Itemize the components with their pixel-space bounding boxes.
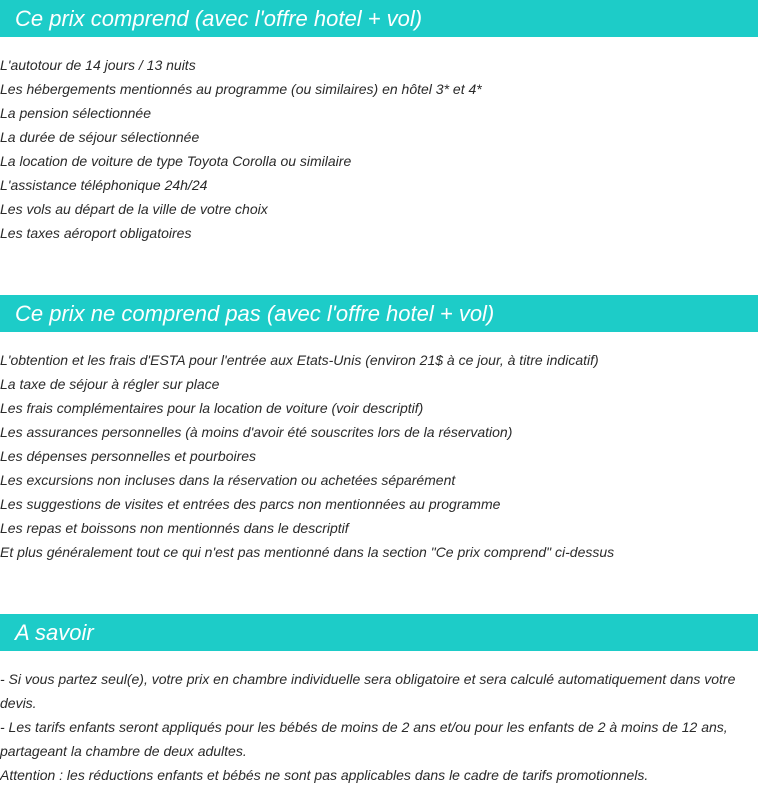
section-title-good-to-know: A savoir bbox=[0, 614, 758, 651]
list-item: Les frais complémentaires pour la location de voiture (voir descriptif) bbox=[0, 400, 424, 416]
list-item: Les assurances personnelles (à moins d'avoir été souscrites lors de la réservation) bbox=[0, 424, 513, 440]
list-item: La pension sélectionnée bbox=[0, 105, 152, 121]
included-list bbox=[0, 53, 758, 245]
list-item: La taxe de séjour à régler sur place bbox=[0, 376, 220, 392]
list-item: Et plus généralement tout ce qui n'est pas mentionné dans la section "Ce prix comprend" ci-dessus bbox=[0, 544, 615, 560]
list-item: Les excursions non incluses dans la réservation ou achetées séparément bbox=[0, 472, 456, 488]
list-item: La location de voiture de type Toyota Corolla ou similaire bbox=[0, 153, 352, 169]
list-item: La durée de séjour sélectionnée bbox=[0, 129, 200, 145]
section-title-included: Ce prix comprend (avec l'offre hotel + vol) bbox=[0, 0, 758, 37]
list-item: Les hébergements mentionnés au programme (ou similaires) en hôtel 3* et 4* bbox=[0, 81, 482, 97]
list-item: L'autotour de 14 jours / 13 nuits bbox=[0, 57, 196, 73]
good-to-know-body bbox=[0, 667, 750, 787]
list-item: Les repas et boissons non mentionnés dans le descriptif bbox=[0, 520, 349, 536]
info-paragraph-attention: Attention : les réductions enfants et bébés ne sont pas applicables dans le cadre de tarifs promotionnels. bbox=[0, 767, 649, 783]
section-title-not-included: Ce prix ne comprend pas (avec l'offre hotel + vol) bbox=[0, 295, 758, 332]
list-item: Les taxes aéroport obligatoires bbox=[0, 225, 192, 241]
not-included-list bbox=[0, 348, 758, 564]
info-paragraph-single-traveler: - Si vous partez seul(e), votre prix en chambre individuelle sera obligatoire et sera calculé automatiquement dans votre devis. bbox=[0, 671, 736, 711]
list-item: L'assistance téléphonique 24h/24 bbox=[0, 177, 208, 193]
list-item: Les vols au départ de la ville de votre choix bbox=[0, 201, 268, 217]
list-item: Les suggestions de visites et entrées des parcs non mentionnées au programme bbox=[0, 496, 501, 512]
list-item: Les dépenses personnelles et pourboires bbox=[0, 448, 257, 464]
info-paragraph-children-rates: - Les tarifs enfants seront appliqués pour les bébés de moins de 2 ans et/ou pour les enfants de 2 à moins de 12 ans, partageant la chambre de deux adultes. bbox=[0, 719, 728, 759]
list-item: L'obtention et les frais d'ESTA pour l'entrée aux Etats-Unis (environ 21$ à ce jour, à titre indicatif) bbox=[0, 352, 599, 368]
